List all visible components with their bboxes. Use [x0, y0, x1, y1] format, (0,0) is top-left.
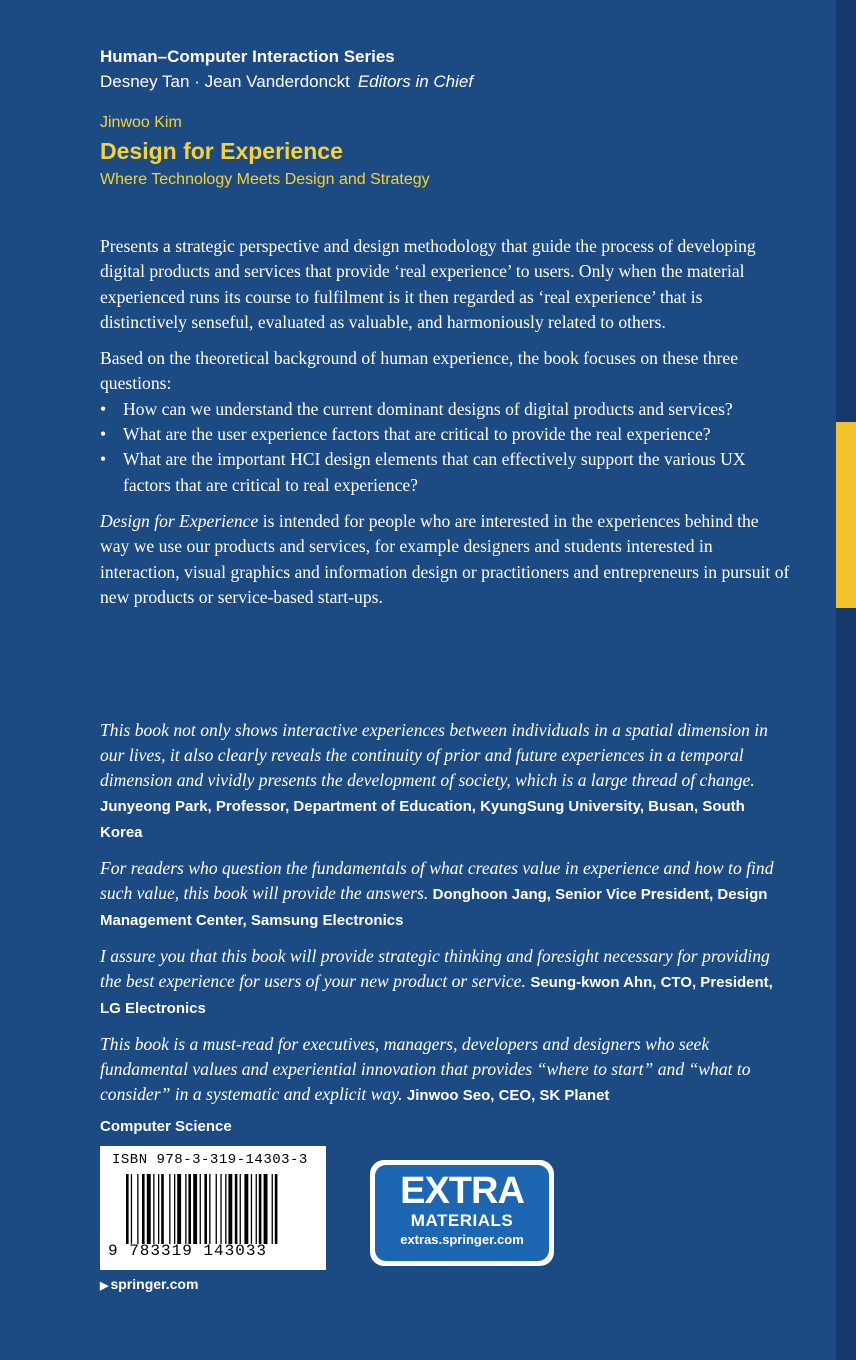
badge-url: extras.springer.com: [400, 1232, 524, 1247]
barcode-digits: 9 783319 143033: [108, 1242, 268, 1260]
badge-line-1: EXTRA: [400, 1170, 524, 1212]
editors-role: Editors in Chief: [357, 72, 474, 91]
endorsement: [100, 856, 790, 933]
editor-names: Desney Tan · Jean Vanderdonckt: [100, 72, 350, 91]
isbn-barcode: [100, 1146, 326, 1270]
book-description: [100, 234, 790, 610]
description-paragraph-3: [100, 509, 790, 610]
publisher-link[interactable]: [100, 1276, 198, 1292]
badge-line-2: MATERIALS: [410, 1211, 514, 1230]
book-author: Jinwoo Kim: [100, 114, 182, 131]
barcode-icon: [126, 1174, 318, 1244]
description-paragraph-2: Based on the theoretical background of human experience, the book focuses on these three questions:: [100, 348, 739, 394]
series-title: Human–Computer Interaction Series: [100, 47, 395, 66]
publisher-url: springer.com: [110, 1276, 199, 1292]
endorsement-quote: This book is a must-read for executives, managers, developers and designers who seek fundamental values and experiential innovation that provides “where to start” and “what to consider” in a systematic and explicit way.: [100, 1034, 751, 1104]
book-subtitle: Where Technology Meets Design and Strategy: [100, 171, 430, 188]
endorsement-source: Junyeong Park, Professor, Department of Education, KyungSung University, Busan, South Korea: [100, 798, 745, 841]
list-item: • What are the user experience factors that are critical to provide the real experience?: [100, 422, 790, 447]
endorsement-source: Donghoon Jang, Senior Vice President, Design Management Center, Samsung Electronics: [100, 886, 768, 929]
list-item: • What are the important HCI design elements that can effectively support the various UX factors that are critical to real experience?: [100, 447, 790, 498]
spine-accent-stripe: [836, 422, 856, 608]
book-title: Design for Experience: [100, 138, 343, 164]
series-editors: [100, 69, 473, 94]
play-arrow-icon: ▶: [100, 1280, 109, 1292]
endorsement: [100, 718, 790, 845]
extra-materials-badge[interactable]: [370, 1160, 554, 1266]
endorsement-source: Seung-kwon Ahn, CTO, President, LG Electronics: [100, 974, 773, 1017]
endorsement-quote: For readers who question the fundamentals of what creates value in experience and how to find such value, this book will provide the answers.: [100, 858, 774, 903]
endorsement-quote: I assure you that this book will provide strategic thinking and foresight necessary for providing the best experience for users of your new product or service.: [100, 946, 770, 991]
series-header: [100, 44, 473, 94]
questions-list: [100, 397, 790, 498]
endorsement: [100, 1032, 790, 1108]
spine-edge: [836, 0, 856, 1360]
book-header: [100, 112, 430, 192]
isbn-label: ISBN 978-3-319-14303-3: [112, 1152, 308, 1168]
endorsement-quote: This book not only shows interactive experiences between individuals in a spatial dimension in our lives, it also clearly reveals the continuity of prior and future experiences in a temporal dimension and vividly presents the development of society, which is a large thread of change.: [100, 720, 768, 790]
subject-category: Computer Science: [100, 1118, 232, 1135]
list-item: • How can we understand the current dominant designs of digital products and services?: [100, 397, 790, 422]
endorsement: [100, 944, 790, 1021]
endorsements: [100, 718, 790, 1119]
description-paragraph-3-text: is intended for people who are interested in the experiences behind the way we use our products and services, for example designers and students interested in interaction, visual graphics and information design or practitioners and entrepreneurs in pursuit of new products or service-based start-ups.: [100, 510, 790, 607]
book-title-inline: Design for Experience: [100, 510, 259, 531]
description-paragraph-1: Presents a strategic perspective and design methodology that guide the process of developing digital products and services that provide ‘real experience’ to users. Only when the material experienced runs its course to fulfilment is it then regarded as ‘real experience’ that is distinctively senseful, evaluated as valuable, and harmoniously related to others.: [100, 236, 756, 332]
extra-materials-badge-inner: [375, 1165, 549, 1261]
endorsement-source: Jinwoo Seo, CEO, SK Planet: [406, 1087, 610, 1104]
